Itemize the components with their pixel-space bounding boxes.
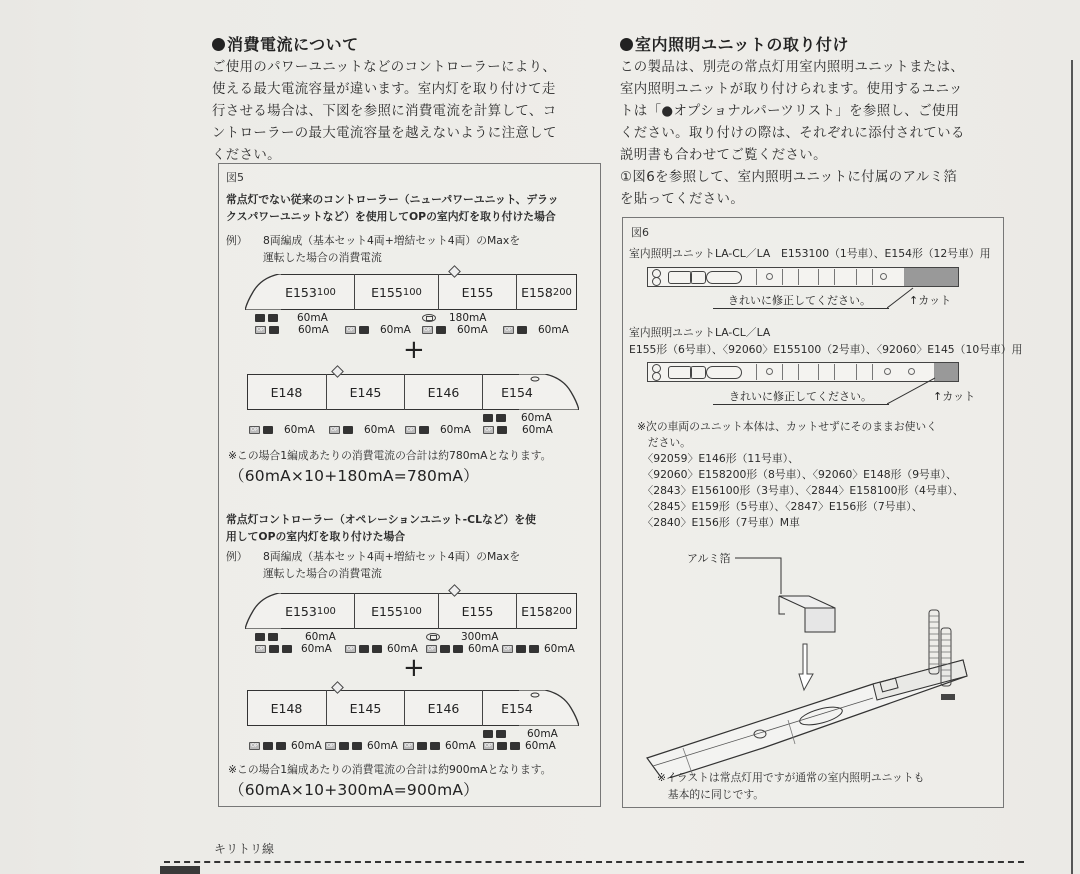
- section-heading-consumption: 消費電流について: [212, 34, 597, 56]
- case1-note: ※この場合1編成あたりの消費電流の合計は約780mAとなります。: [228, 449, 552, 462]
- consumption-paragraph: ご使用のパワーユニットなどのコントローラーにより、 使える最大電流容量が違います。室内灯を取り付けて走 行させる場合は、下図を参照に消費電流を計算して、コ ントローラーの最大電流容量を越えないように注意して ください。: [212, 60, 557, 163]
- case1-train-front: [245, 274, 577, 310]
- case2-title: 常点灯コントローラー（オペレーションユニット-CLなど）を使 用してOPの室内灯を取り付けた場合: [226, 513, 536, 543]
- current-headlight-rear: 60mA: [483, 728, 558, 740]
- case2-train-front: [245, 593, 577, 629]
- plus-sign: +: [403, 335, 425, 365]
- current-headlight-rear: 60mA: [483, 412, 552, 424]
- unit1-caption: 室内照明ユニットLA-CL／LA E153100（1号車）、E154形（12号車）用: [629, 247, 991, 260]
- current-car4: OP 60mA: [502, 643, 575, 655]
- car-e155-100: E155 100: [355, 274, 439, 310]
- lighting-section: [620, 34, 1010, 211]
- figure-6: [622, 217, 1023, 808]
- current-car7: OP 60mA: [405, 424, 471, 436]
- current-car3: OP 60mA: [426, 643, 499, 655]
- bullet-icon: [620, 38, 633, 51]
- current-car1: OP 60mA: [255, 643, 332, 655]
- car-e153-100: E153 100: [267, 593, 355, 629]
- current-car7: OP 60mA: [403, 740, 476, 752]
- current-car4: OP 60mA: [503, 324, 569, 336]
- current-car3: OP 60mA: [422, 324, 488, 336]
- car-e145: E145: [327, 690, 405, 726]
- car-e153-100: E153 100: [267, 274, 355, 310]
- car-e155-100: E155 100: [355, 593, 439, 629]
- car-e154: E154: [501, 384, 533, 400]
- case1-example-prefix: 例）: [226, 234, 248, 247]
- lamp-icon: [422, 314, 436, 322]
- current-car6: OP 60mA: [325, 740, 398, 752]
- figure-label: 図6: [631, 226, 649, 239]
- bullet-icon: [212, 38, 225, 51]
- car-e158-200: E158 200: [517, 593, 577, 629]
- page-edge: [1071, 60, 1073, 874]
- car-e145: E145: [327, 374, 405, 410]
- unit2-caption: 室内照明ユニットLA-CL／LA E155形（6号車）、〈92060〉E155100（2号車）、〈92060〉E145（10号車）用: [629, 326, 1023, 356]
- lighting-unit-1: [647, 267, 959, 287]
- car-e155: E155: [439, 274, 517, 310]
- cut-region: [934, 363, 958, 381]
- corner-marks: [160, 866, 200, 874]
- cut-line: [164, 861, 1024, 863]
- consumption-section: [212, 34, 597, 167]
- no-cut-note: ※次の車両のユニット本体は、カットせずにそのままお使いく ださい。 〈92059〉E146形（11号車）、 〈92060〉E158200形（8号車）、〈92060〉E148形（9号車）、 〈2843〉E156100形（3号車）、〈2844〉E158100形（4号車）、 〈2845〉E159形（5号車）、〈2847〉E156形（7号車）、 〈2840〉E156形（7号車）M車: [637, 420, 964, 529]
- unit2-fix-note: きれいに修正してください。: [729, 390, 872, 403]
- current-car8: OP 60mA: [483, 740, 556, 752]
- illustration-note: ※イラストは常点灯用ですが通常の室内照明ユニットも 基本的に同じです。: [657, 771, 925, 801]
- plus-sign: +: [403, 653, 425, 683]
- car-e148: E148: [247, 374, 327, 410]
- case2-formula: （60mA×10+300mA=900mA）: [229, 781, 479, 799]
- unit1-cut-label: ↑カット: [909, 294, 952, 307]
- car-e155: E155: [439, 593, 517, 629]
- car-e146: E146: [405, 374, 483, 410]
- current-car6: OP 60mA: [329, 424, 395, 436]
- figure-5: [218, 163, 601, 807]
- section-heading-lighting: 室内照明ユニットの取り付け: [620, 34, 1010, 56]
- foil-label: アルミ箔: [687, 552, 731, 565]
- car-e158-200: E158 200: [517, 274, 577, 310]
- case1-train-rear: [247, 374, 579, 410]
- case2-train-rear: [247, 690, 579, 726]
- case1-example: 8両編成（基本セット4両+増結セット4両）のMaxを 運転した場合の消費電流: [263, 234, 521, 264]
- unit2-cut-label: ↑カット: [933, 390, 976, 403]
- current-headlight: 60mA: [255, 631, 336, 643]
- case2-example-prefix: 例）: [226, 550, 248, 563]
- case1-formula: （60mA×10+180mA=780mA）: [229, 467, 479, 485]
- current-headlight: 60mA: [255, 312, 328, 324]
- car-e148: E148: [247, 690, 327, 726]
- cut-region: [904, 268, 958, 286]
- current-car2: OP 60mA: [345, 324, 411, 336]
- current-car1: OP 60mA: [255, 324, 329, 336]
- cut-line-label: キリトリ線: [214, 842, 275, 856]
- case2-example: 8両編成（基本セット4両+増結セット4両）のMaxを 運転した場合の消費電流: [263, 550, 521, 580]
- car-e146: E146: [405, 690, 483, 726]
- case1-title: 常点灯でない従来のコントローラー（ニューパワーユニット、デラッ クスパワーユニットなど）を使用してOPの室内灯を取り付けた場合: [226, 193, 559, 223]
- current-car5: OP 60mA: [249, 740, 322, 752]
- current-car2: OP 60mA: [345, 643, 418, 655]
- current-car8: OP 60mA: [483, 424, 553, 436]
- case2-note: ※この場合1編成あたりの消費電流の合計は約900mAとなります。: [228, 763, 552, 776]
- current-lamp: 300mA: [426, 631, 498, 643]
- lighting-unit-illustration: [623, 548, 1005, 778]
- current-car5: OP 60mA: [249, 424, 315, 436]
- lamp-icon: [426, 633, 440, 641]
- current-lamp: 180mA: [422, 312, 486, 324]
- car-e154: E154: [501, 700, 533, 716]
- unit1-fix-note: きれいに修正してください。: [728, 294, 871, 307]
- figure-label: 図5: [226, 171, 244, 184]
- lighting-paragraph: この製品は、別売の常点灯用室内照明ユニットまたは、 室内照明ユニットが取り付けられます。使用するユニッ トは「●オプショナルパーツリスト」を参照し、ご使用 ください。取り付けの際は、それぞれに添付されている 説明書も合わせてご覧ください。 ①図6を参照して、室内照明ユニットに付属のアルミ箔 を貼ってください。: [620, 60, 965, 207]
